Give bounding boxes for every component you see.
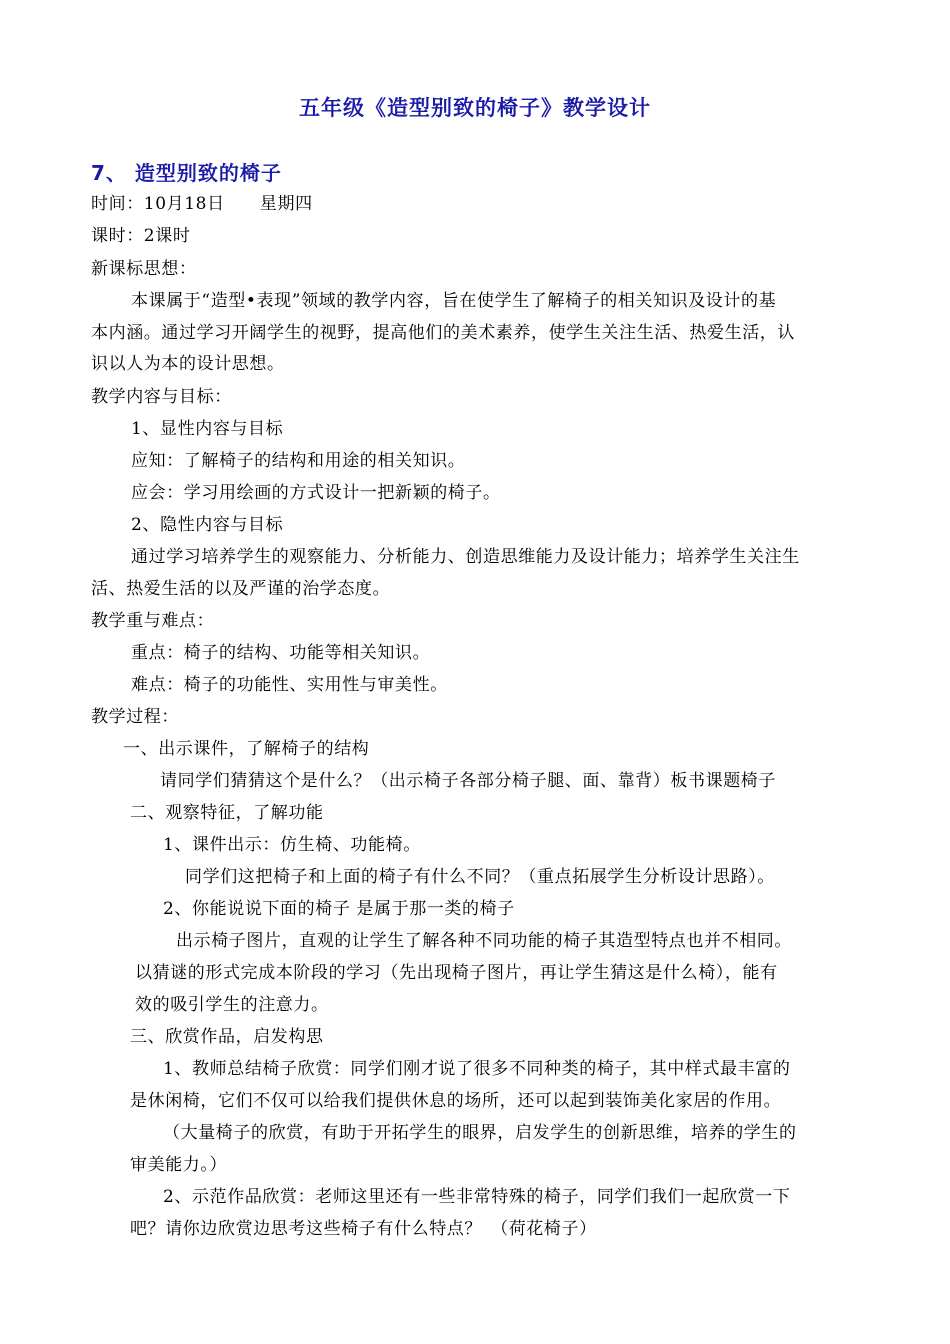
paragraph-line: 请同学们猜猜这个是什么？（出示椅子各部分椅子腿、面、靠背）板书课题椅子 xyxy=(160,771,776,791)
paragraph-line: 本内涵。通过学习开阔学生的视野，提高他们的美术素养，使学生关注生活、热爱生活，认 xyxy=(91,323,795,343)
paragraph-line: 2、你能说说下面的椅子 是属于那一类的椅子 xyxy=(163,899,515,919)
hours-line: 课时：2课时 xyxy=(91,226,191,246)
paragraph-line: 1、教师总结椅子欣赏：同学们刚才说了很多不同种类的椅子，其中样式最丰富的 xyxy=(163,1059,791,1079)
paragraph-line: （大量椅子的欣赏，有助于开拓学生的眼界，启发学生的创新思维，培养的学生的 xyxy=(163,1123,797,1143)
paragraph-line: 应会：学习用绘画的方式设计一把新颖的椅子。 xyxy=(131,483,501,503)
goal-label: 教学内容与目标： xyxy=(91,387,232,407)
paragraph-line: 应知：了解椅子的结构和用途的相关知识。 xyxy=(131,451,466,471)
idea-label: 新课标思想： xyxy=(91,259,197,279)
paragraph-line: 活、热爱生活的以及严谨的治学态度。 xyxy=(91,579,391,599)
paragraph-line: 二、观察特征，了解功能 xyxy=(130,803,324,823)
paragraph-line: 本课属于“造型•表现”领域的教学内容，旨在使学生了解椅子的相关知识及设计的基 xyxy=(131,291,777,311)
paragraph-line: 同学们这把椅子和上面的椅子有什么不同？（重点拓展学生分析设计思路）。 xyxy=(185,867,775,887)
paragraph-line: 是休闲椅，它们不仅可以给我们提供休息的场所，还可以起到装饰美化家居的作用。 xyxy=(130,1091,782,1111)
paragraph-line: 一、出示课件，了解椅子的结构 xyxy=(123,739,370,759)
paragraph-line: 以猜谜的形式完成本阶段的学习（先出现椅子图片，再让学生猜这是什么椅），能有 xyxy=(135,963,778,983)
paragraph-line: 三、欣赏作品，启发构思 xyxy=(130,1027,324,1047)
paragraph-line: 效的吸引学生的注意力。 xyxy=(135,995,329,1015)
paragraph-line: 难点：椅子的功能性、实用性与审美性。 xyxy=(131,675,448,695)
paragraph-line: 吧？请你边欣赏边思考这些椅子有什么特点？ （荷花椅子） xyxy=(130,1219,597,1239)
paragraph-line: 1、课件出示：仿生椅、功能椅。 xyxy=(163,835,421,855)
paragraph-line: 2、示范作品欣赏：老师这里还有一些非常特殊的椅子，同学们我们一起欣赏一下 xyxy=(163,1187,791,1207)
paragraph-line: 2、隐性内容与目标 xyxy=(131,515,284,535)
key-label: 教学重与难点： xyxy=(91,611,215,631)
lesson-heading: 7、 造型别致的椅子 xyxy=(91,161,282,185)
paragraph-line: 通过学习培养学生的观察能力、分析能力、创造思维能力及设计能力；培养学生关注生 xyxy=(131,547,800,567)
paragraph-line: 识以人为本的设计思想。 xyxy=(91,354,285,374)
time-line: 时间：10月18日 星期四 xyxy=(91,194,313,214)
paragraph-line: 审美能力。） xyxy=(130,1155,228,1175)
paragraph-line: 重点：椅子的结构、功能等相关知识。 xyxy=(131,643,431,663)
document-title: 五年级《造型别致的椅子》教学设计 xyxy=(299,96,651,120)
paragraph-line: 出示椅子图片，直观的让学生了解各种不同功能的椅子其造型特点也并不相同。 xyxy=(176,931,792,951)
process-label: 教学过程： xyxy=(91,707,179,727)
paragraph-line: 1、显性内容与目标 xyxy=(131,419,284,439)
